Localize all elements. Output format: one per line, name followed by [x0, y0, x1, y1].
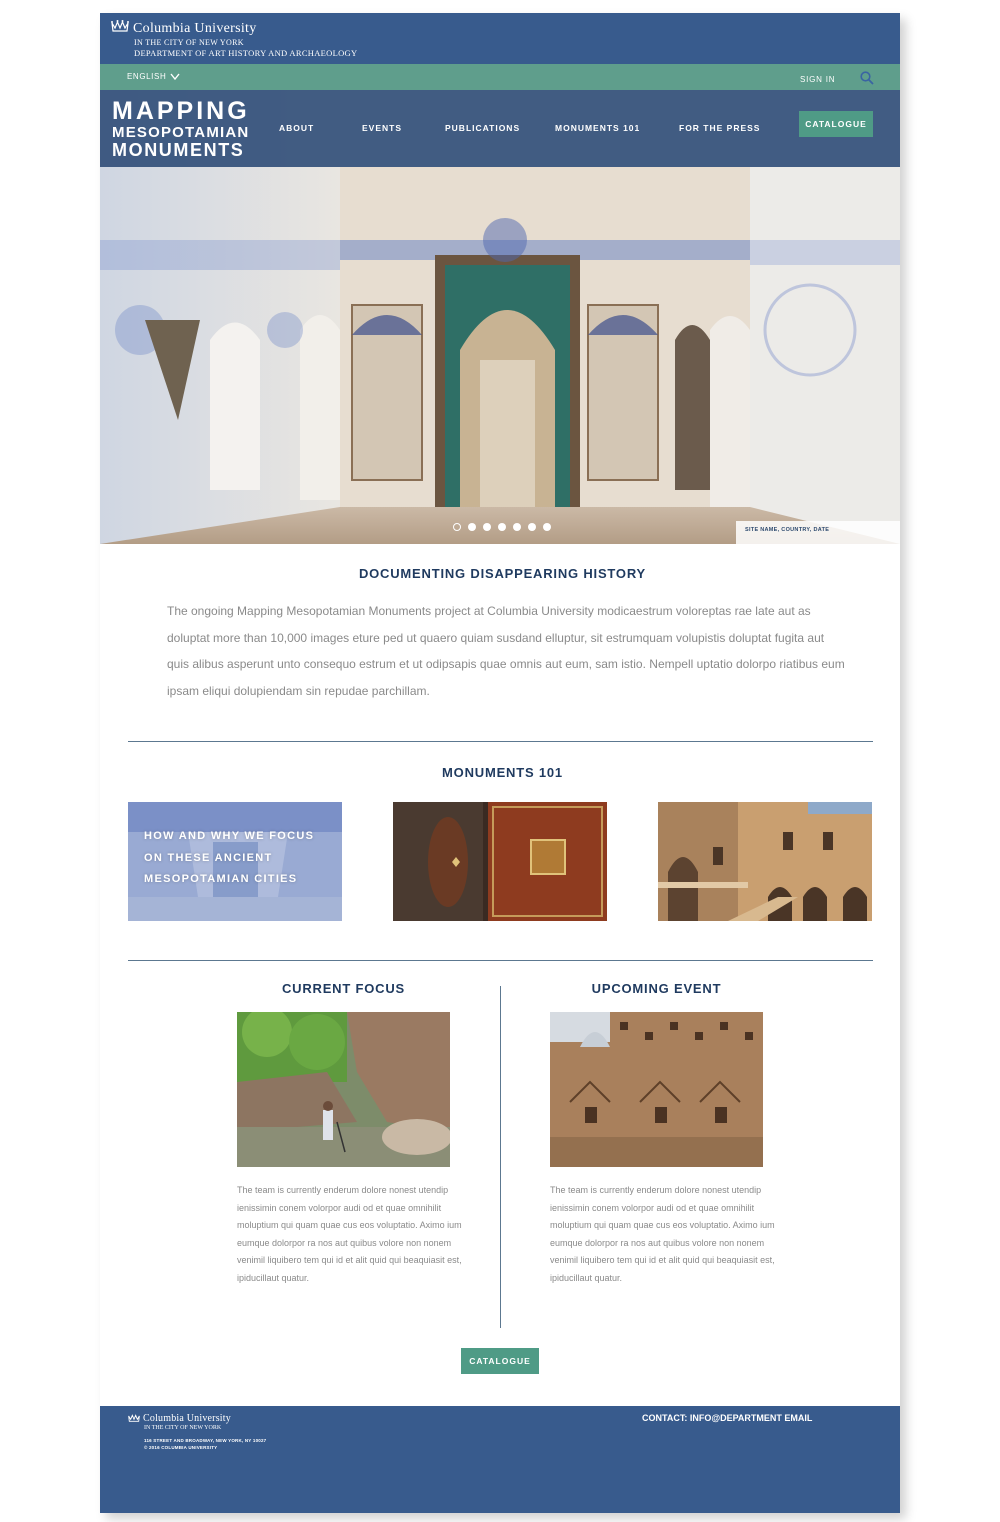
footer-address-block [144, 1438, 266, 1451]
logo-line-2: MESOPOTAMIAN [112, 124, 250, 141]
slide-dot[interactable] [528, 523, 536, 531]
crown-icon [111, 19, 129, 33]
slide-dot[interactable] [468, 523, 476, 531]
language-selector[interactable] [127, 72, 180, 81]
current-focus-body: The team is currently enderum dolore nonest utendip ienissimin conem volorpor audi od et quae omnihilit moluptium qui quam quae cus eos voluptatio. Aximo ium eumque dolorpor ra nos aut quibus volore non nonem venimil liquibero tem qui id et alit quid qui beaquiasit est, ipiducillaut quatur. [237, 1185, 462, 1283]
slide-dot[interactable] [453, 523, 461, 531]
intro-body: The ongoing Mapping Mesopotamian Monuments project at Columbia University modicaestrum voloreptas rae late aut as doluptat more than 10,000 images eture ped ut quaero quiam susdand elluptur, sit estrumquam volupistis doluptat fugita aut quis alibus asperunt unto consequo estrum et ut odipsapis quae omnis aut eum, sam istio. Nempell uptatio dolorpo riatibus eum ipsam eliqui dolupiendam sin repudae parchillam. [167, 604, 845, 698]
university-name[interactable]: Columbia University [133, 21, 257, 36]
brick-facade-photo [550, 1012, 763, 1167]
slide-dot[interactable] [513, 523, 521, 531]
card-image [658, 802, 872, 921]
nav-for-the-press[interactable]: FOR THE PRESS [679, 123, 761, 133]
card-title-line: MESOPOTAMIAN CITIES [144, 873, 298, 885]
footer-copyright: © 2016 COLUMBIA UNIVERSITY [144, 1444, 218, 1450]
footer [100, 1406, 900, 1513]
language-label: ENGLISH [127, 72, 167, 81]
slide-dot[interactable] [483, 523, 491, 531]
slide-indicators [453, 523, 551, 531]
monument-card-carpet[interactable] [393, 802, 607, 921]
catalogue-button-bottom[interactable]: CATALOGUE [461, 1348, 539, 1374]
logo-line-1: MAPPING [112, 97, 250, 125]
nav-monuments-101[interactable]: MONUMENTS 101 [555, 123, 641, 133]
search-icon[interactable] [860, 71, 874, 85]
current-focus-image[interactable] [237, 1012, 450, 1167]
site-logo[interactable] [112, 99, 250, 159]
section-divider [128, 960, 873, 961]
page [100, 13, 900, 1513]
chevron-down-icon [170, 73, 180, 80]
slide-dot[interactable] [543, 523, 551, 531]
card-image [393, 802, 607, 921]
monuments-101-title: MONUMENTS 101 [442, 765, 563, 780]
nav-events[interactable]: EVENTS [362, 123, 403, 133]
nav-about[interactable]: ABOUT [279, 123, 315, 133]
monument-card-focus[interactable] [128, 802, 342, 921]
main-nav [100, 90, 900, 167]
upcoming-event-body: The team is currently enderum dolore nonest utendip ienissimin conem volorpor audi od et quae omnihilit moluptium qui quam quae cus eos voluptatio. Aximo ium eumque dolorpor ra nos aut quibus volore non nonem venimil liquibero tem qui id et alit quid qui beaquiasit est, ipiducillaut quatur. [550, 1185, 775, 1283]
footer-address: 116 STREET AND BROADWAY, NEW YORK, NY 10027 [144, 1438, 267, 1443]
department-name[interactable]: DEPARTMENT OF ART HISTORY AND ARCHAEOLOGY [134, 48, 358, 58]
monument-card-architecture[interactable] [658, 802, 872, 921]
upcoming-event-title: UPCOMING EVENT [591, 981, 722, 996]
column-divider [500, 986, 501, 1328]
hero-slideshow [100, 90, 900, 544]
card-title-line: HOW AND WHY WE FOCUS [144, 830, 315, 842]
logo-line-3: MONUMENTS [112, 140, 245, 160]
sign-in-link[interactable]: SIGN IN [800, 75, 836, 84]
footer-location: IN THE CITY OF NEW YORK [144, 1425, 222, 1431]
catalogue-button[interactable]: CATALOGUE [799, 111, 873, 137]
footer-university-name[interactable]: Columbia University [143, 1413, 231, 1424]
university-bar [100, 13, 900, 64]
section-divider [128, 741, 873, 742]
current-focus-title: CURRENT FOCUS [281, 981, 406, 996]
slide-dot[interactable] [498, 523, 506, 531]
canyon-photo [237, 1012, 450, 1167]
utility-bar [100, 64, 900, 90]
nav-publications[interactable]: PUBLICATIONS [445, 123, 521, 133]
hero-caption: SITE NAME, COUNTRY, DATE [736, 521, 900, 544]
card-title-line: ON THESE ANCIENT [144, 851, 273, 864]
card-title [144, 826, 314, 891]
university-location: IN THE CITY OF NEW YORK [134, 38, 244, 47]
crown-icon [128, 1413, 140, 1423]
upcoming-event-image[interactable] [550, 1012, 763, 1167]
intro-title: DOCUMENTING DISAPPEARING HISTORY [358, 566, 647, 581]
footer-contact[interactable]: CONTACT: INFO@DEPARTMENT EMAIL [642, 1413, 813, 1423]
